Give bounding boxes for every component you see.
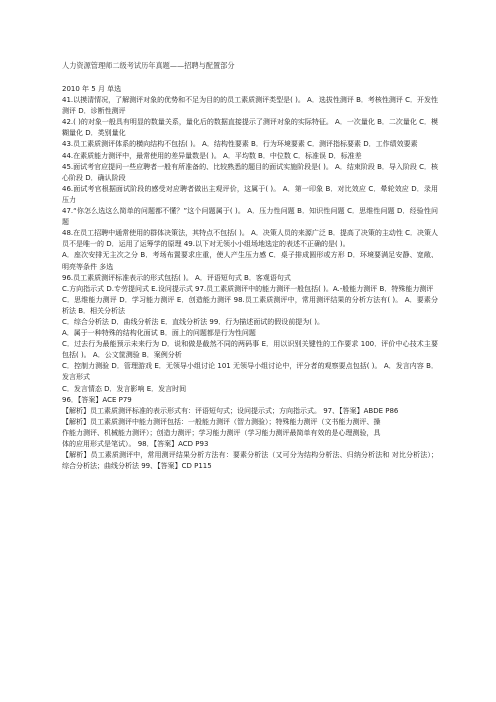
answer-96: 96．【答案】ACE P79 — [62, 395, 132, 404]
question-99-100: C．过去行为最能预示未来行为 D．说和做是截然不同的两码事 E．用以识别关键性的工作要求 100．评价中心技术主要包括( )。 A．公文筐测验 B．案例分析 — [62, 340, 438, 360]
analysis-97-part2: 作能力测评、机械能力测评）；创造力测评；学习能力测评（学习能力测评最简单有效的是心理测验，具 — [62, 428, 381, 437]
question-44: 44.在素质能力测评中，最常使用的差异量数是( )。 A．平均数 B．中位数 C．标准误 D．标准差 — [62, 151, 362, 160]
question-43: 43.员工素质测评体系的横向结构不包括( )。 A．结构性要素 B．行为环境要素 C．测评指标要素 D．工作绩效要素 — [62, 140, 418, 149]
question-48-49: 48.在员工招聘中通常使用的群体决策法，其特点不包括( )。 A．决策人员的来源广泛 B．提高了决策的主动性 C．决策人员不是唯一的 D．运用了运筹学的原理 49.以下对无领小小组场地选定的表述不正确的是( )。 — [62, 229, 438, 249]
question-101-options: C．发言情态 D．发言影响 E．发言时间 — [62, 384, 187, 393]
analysis-96-answer-97: 【解析】员工素质测评标准的表示形式有：评语短句式；设问提示式；方向指示式。 97、【答案】ABDE P86 — [62, 406, 399, 415]
question-98-99: C．综合分析法 D．曲线分析法 E．直线分析法 99．行为描述面试的假设前提为( )。 — [62, 317, 324, 326]
analysis-98-answer-99: 【解析】员工素质测评中，常用测评结果分析方法有：要素分析法（又可分为结构分析法、归纳分析法和 对比分析法）；综合分析法；曲线分析法 99、【答案】CD P115 — [62, 451, 438, 471]
question-49-options: A．座次安排无主次之分 B．考场布置要求庄重，使人产生压力感 C．桌子排成圆形或方形 D．环境要满足安静、宽敞、明亮等条件 多选 — [62, 251, 438, 271]
question-47: 47.“你怎么选这么简单的问题都不懂？”这个问题属于( )。 A．压力性问题 B．知识性问题 C．思维性问题 D．经验性问题 — [62, 207, 438, 227]
question-97-98: C．思维能力测评 D．学习能力测评 E．创造能力测评 98.员工素质测评中，常用测评结果的分析方法有( )。 A．要素分析法 B．相关分析法 — [62, 295, 438, 315]
question-96-97: C.方向指示式 D.专劳提问式 E.设问提示式 97.员工素质测评中的能力测评一般包括( )。A.-般能力测评 B．特殊能力测评 — [62, 284, 434, 293]
question-99-options-a: A．属于一种特殊的结构化面试 B．面上的问题都是行为性问题 — [62, 329, 256, 338]
exam-section-heading: 2010 年 5 月 单选 — [62, 85, 122, 93]
question-45: 45.面试考官应提问一些应聘者一般有所准备的、比较熟悉的题目的面试实施阶段是( )。 A．结束阶段 B．导入阶段 C．核心阶段 D．确认阶段 — [62, 162, 438, 182]
analysis-97-answer-98: 体的应用形式是笔试）。 98．【答案】ACD P93 — [62, 440, 209, 448]
question-46: 46.面试考官根据面试阶段的感受对应聘者做出主观评价，这属于( )。 A．第一印象 B．对比效应 C．晕轮效应 D．录用压力 — [62, 184, 438, 204]
question-100-101: C．控制力测验 D．管理游戏 E．无领导小组讨论 101 无领导小组讨论中，评分者的观察要点包括( )。 A．发言内容 B．发言形式 — [62, 362, 438, 382]
document-body — [62, 84, 438, 472]
document-title: 人力资源管理师二级考试历年真题——招聘与配置部分 — [62, 61, 235, 70]
question-42: 42.( )的对象一般具有明显的数量关系，量化后的数据直接提示了测评对象的实际特征。 A．一次量化 B．二次量化 C．模糊量化 D．类别量化 — [62, 118, 438, 138]
question-41: 41.以摸清情况，了解测评对象的优势和不足为目的的员工素质测评类型是( )。 A．选拔性测评 B．考核性测评 C．开发性测评 D．诊断性测评 — [62, 96, 438, 116]
analysis-97-part1: 【解析】员工素质测评中能力测评包括：一般能力测评（智力测验）；特殊能力测评（文书能力测评、操 — [62, 417, 381, 426]
question-96: 96.员工素质测评标准表示的形式包括( )。 A．评语短句式 B．客观语句式 — [62, 273, 291, 282]
